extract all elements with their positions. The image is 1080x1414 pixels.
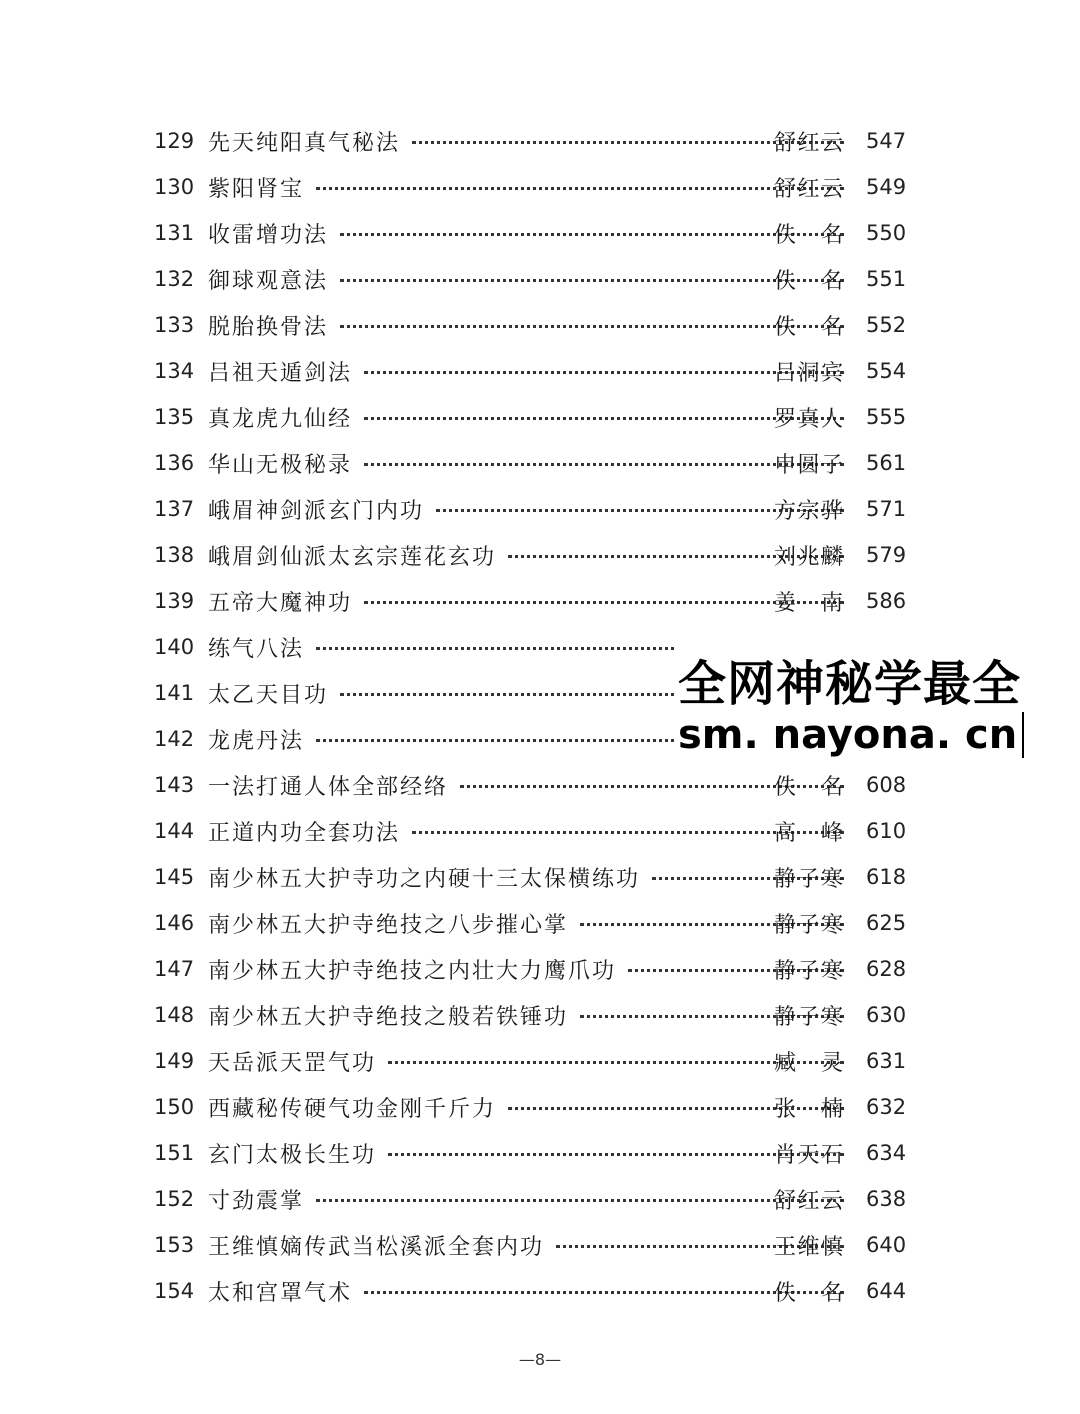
entry-author: 吕洞宾 xyxy=(774,360,844,386)
entry-title: 寸劲震掌 xyxy=(208,1188,305,1214)
entry-title: 王维慎嫡传武当松溪派全套内功 xyxy=(208,1234,545,1260)
entry-page: 638 xyxy=(866,1187,907,1211)
entry-number: 144 xyxy=(154,819,195,843)
entry-title: 紫阳肾宝 xyxy=(208,176,305,202)
entry-author: 佚 名 xyxy=(774,1280,844,1306)
entry-line xyxy=(208,1276,844,1307)
entry-number: 131 xyxy=(154,221,195,245)
entry-line xyxy=(208,310,844,341)
toc-row xyxy=(0,302,1080,348)
leader-dots xyxy=(316,187,844,190)
entry-author: 静子寒 xyxy=(774,958,844,984)
entry-author: 舒红云 xyxy=(774,1188,844,1214)
entry-line xyxy=(208,1000,844,1031)
entry-title: 玄门太极长生功 xyxy=(208,1142,377,1168)
entry-author: 舒红云 xyxy=(774,130,844,156)
leader-dots xyxy=(364,417,844,420)
entry-page: 561 xyxy=(866,451,907,475)
entry-title: 脱胎换骨法 xyxy=(208,314,329,340)
entry-author: 静子寒 xyxy=(774,1004,844,1030)
leader-dots xyxy=(364,463,844,466)
entry-author: 张 楠 xyxy=(774,1096,844,1122)
entry-number: 149 xyxy=(154,1049,195,1073)
entry-title: 太和宫罩气术 xyxy=(208,1280,353,1306)
entry-number: 134 xyxy=(154,359,195,383)
entry-line xyxy=(208,218,844,249)
entry-title: 吕祖天遁剑法 xyxy=(208,360,353,386)
entry-line xyxy=(208,356,844,387)
entry-number: 137 xyxy=(154,497,195,521)
toc-row xyxy=(0,1038,1080,1084)
entry-title: 南少林五大护寺功之内硬十三太保横练功 xyxy=(208,866,641,892)
toc-row xyxy=(0,164,1080,210)
entry-title: 南少林五大护寺绝技之八步摧心掌 xyxy=(208,912,569,938)
entry-page: 608 xyxy=(866,773,907,797)
entry-author: 高 峰 xyxy=(774,820,844,846)
toc-row xyxy=(0,256,1080,302)
entry-number: 141 xyxy=(154,681,195,705)
leader-dots xyxy=(340,279,844,282)
entry-page: 634 xyxy=(866,1141,907,1165)
entry-page: 632 xyxy=(866,1095,907,1119)
entry-number: 132 xyxy=(154,267,195,291)
entry-line xyxy=(208,402,844,433)
entry-page: 554 xyxy=(866,359,907,383)
entry-line xyxy=(208,1092,844,1123)
entry-author: 罗真人 xyxy=(774,406,844,432)
entry-number: 143 xyxy=(154,773,195,797)
watermark-url: sm. nayona. cn xyxy=(678,712,1018,758)
entry-page: 579 xyxy=(866,543,907,567)
entry-title: 峨眉剑仙派太玄宗莲花玄功 xyxy=(208,544,497,570)
leader-dots xyxy=(364,371,844,374)
entry-number: 148 xyxy=(154,1003,195,1027)
entry-line xyxy=(208,126,844,157)
text-cursor xyxy=(1022,712,1024,758)
entry-page: 640 xyxy=(866,1233,907,1257)
entry-author: 佚 名 xyxy=(774,774,844,800)
entry-number: 151 xyxy=(154,1141,195,1165)
entry-title: 龙虎丹法 xyxy=(208,728,305,754)
toc-row xyxy=(0,348,1080,394)
entry-number: 150 xyxy=(154,1095,195,1119)
entry-title: 练气八法 xyxy=(208,636,305,662)
entry-number: 138 xyxy=(154,543,195,567)
toc-row xyxy=(0,440,1080,486)
entry-title: 五帝大魔神功 xyxy=(208,590,353,616)
entry-number: 154 xyxy=(154,1279,195,1303)
entry-number: 153 xyxy=(154,1233,195,1257)
watermark-title: 全网神秘学最全 xyxy=(678,656,1022,712)
entry-title: 西藏秘传硬气功金刚千斤力 xyxy=(208,1096,497,1122)
leader-dots xyxy=(364,601,844,604)
entry-page: 555 xyxy=(866,405,907,429)
entry-author: 佚 名 xyxy=(774,314,844,340)
entry-line xyxy=(208,586,844,617)
entry-number: 152 xyxy=(154,1187,195,1211)
entry-page: 571 xyxy=(866,497,907,521)
toc-row xyxy=(0,1130,1080,1176)
entry-page: 549 xyxy=(866,175,907,199)
toc-row xyxy=(0,532,1080,578)
entry-number: 129 xyxy=(154,129,195,153)
entry-line xyxy=(208,908,844,939)
entry-page: 610 xyxy=(866,819,907,843)
entry-author: 肖天石 xyxy=(774,1142,844,1168)
entry-title: 正道内功全套功法 xyxy=(208,820,401,846)
entry-author: 静子寒 xyxy=(774,866,844,892)
entry-number: 130 xyxy=(154,175,195,199)
entry-line xyxy=(208,954,844,985)
page-number: —8— xyxy=(518,1350,562,1369)
toc-row xyxy=(0,946,1080,992)
entry-author: 舒红云 xyxy=(774,176,844,202)
entry-number: 135 xyxy=(154,405,195,429)
entry-line xyxy=(208,770,844,801)
entry-page: 547 xyxy=(866,129,907,153)
entry-page: 630 xyxy=(866,1003,907,1027)
entry-page: 552 xyxy=(866,313,907,337)
entry-line xyxy=(208,494,844,525)
entry-number: 133 xyxy=(154,313,195,337)
entry-number: 136 xyxy=(154,451,195,475)
entry-author: 佚 名 xyxy=(774,268,844,294)
toc-row xyxy=(0,808,1080,854)
entry-title: 天岳派天罡气功 xyxy=(208,1050,377,1076)
entry-page: 625 xyxy=(866,911,907,935)
toc-row xyxy=(0,1268,1080,1314)
entry-line xyxy=(208,862,844,893)
toc-row xyxy=(0,394,1080,440)
entry-page: 631 xyxy=(866,1049,907,1073)
entry-line xyxy=(208,264,844,295)
entry-title: 华山无极秘录 xyxy=(208,452,353,478)
toc-row xyxy=(0,854,1080,900)
entry-page: 618 xyxy=(866,865,907,889)
entry-number: 147 xyxy=(154,957,195,981)
entry-line xyxy=(208,1138,844,1169)
toc-row xyxy=(0,900,1080,946)
entry-title: 先天纯阳真气秘法 xyxy=(208,130,401,156)
entry-author: 方宗骅 xyxy=(774,498,844,524)
toc-row xyxy=(0,1222,1080,1268)
entry-page: 628 xyxy=(866,957,907,981)
leader-dots xyxy=(340,233,844,236)
entry-title: 太乙天目功 xyxy=(208,682,329,708)
entry-author: 申圆子 xyxy=(774,452,844,478)
toc-row xyxy=(0,210,1080,256)
entry-page: 586 xyxy=(866,589,907,613)
toc-row xyxy=(0,1176,1080,1222)
toc-row xyxy=(0,762,1080,808)
entry-author: 刘兆麟 xyxy=(774,544,844,570)
toc-row xyxy=(0,1084,1080,1130)
toc-row xyxy=(0,992,1080,1038)
entry-title: 御球观意法 xyxy=(208,268,329,294)
entry-page: 551 xyxy=(866,267,907,291)
entry-line xyxy=(208,1046,844,1077)
entry-title: 真龙虎九仙经 xyxy=(208,406,353,432)
entry-title: 南少林五大护寺绝技之般若铁锤功 xyxy=(208,1004,569,1030)
leader-dots xyxy=(364,1291,844,1294)
entry-title: 一法打通人体全部经络 xyxy=(208,774,449,800)
entry-title: 峨眉神剑派玄门内功 xyxy=(208,498,425,524)
entry-number: 142 xyxy=(154,727,195,751)
toc-row xyxy=(0,486,1080,532)
entry-author: 王维慎 xyxy=(774,1234,844,1260)
entry-number: 139 xyxy=(154,589,195,613)
entry-line xyxy=(208,448,844,479)
entry-line xyxy=(208,1230,844,1261)
entry-line xyxy=(208,1184,844,1215)
toc-row xyxy=(0,118,1080,164)
entry-page: 644 xyxy=(866,1279,907,1303)
entry-author: 佚 名 xyxy=(774,222,844,248)
entry-line xyxy=(208,540,844,571)
entry-title: 收雷增功法 xyxy=(208,222,329,248)
entry-number: 140 xyxy=(154,635,195,659)
entry-title: 南少林五大护寺绝技之内壮大力鹰爪功 xyxy=(208,958,617,984)
entry-page: 550 xyxy=(866,221,907,245)
entry-number: 145 xyxy=(154,865,195,889)
entry-author: 静子寒 xyxy=(774,912,844,938)
leader-dots xyxy=(316,1199,844,1202)
entry-line xyxy=(208,816,844,847)
entry-author: 臧 灵 xyxy=(774,1050,844,1076)
entry-author: 姜 南 xyxy=(774,590,844,616)
entry-number: 146 xyxy=(154,911,195,935)
entry-line xyxy=(208,172,844,203)
toc-row xyxy=(0,578,1080,624)
leader-dots xyxy=(340,325,844,328)
